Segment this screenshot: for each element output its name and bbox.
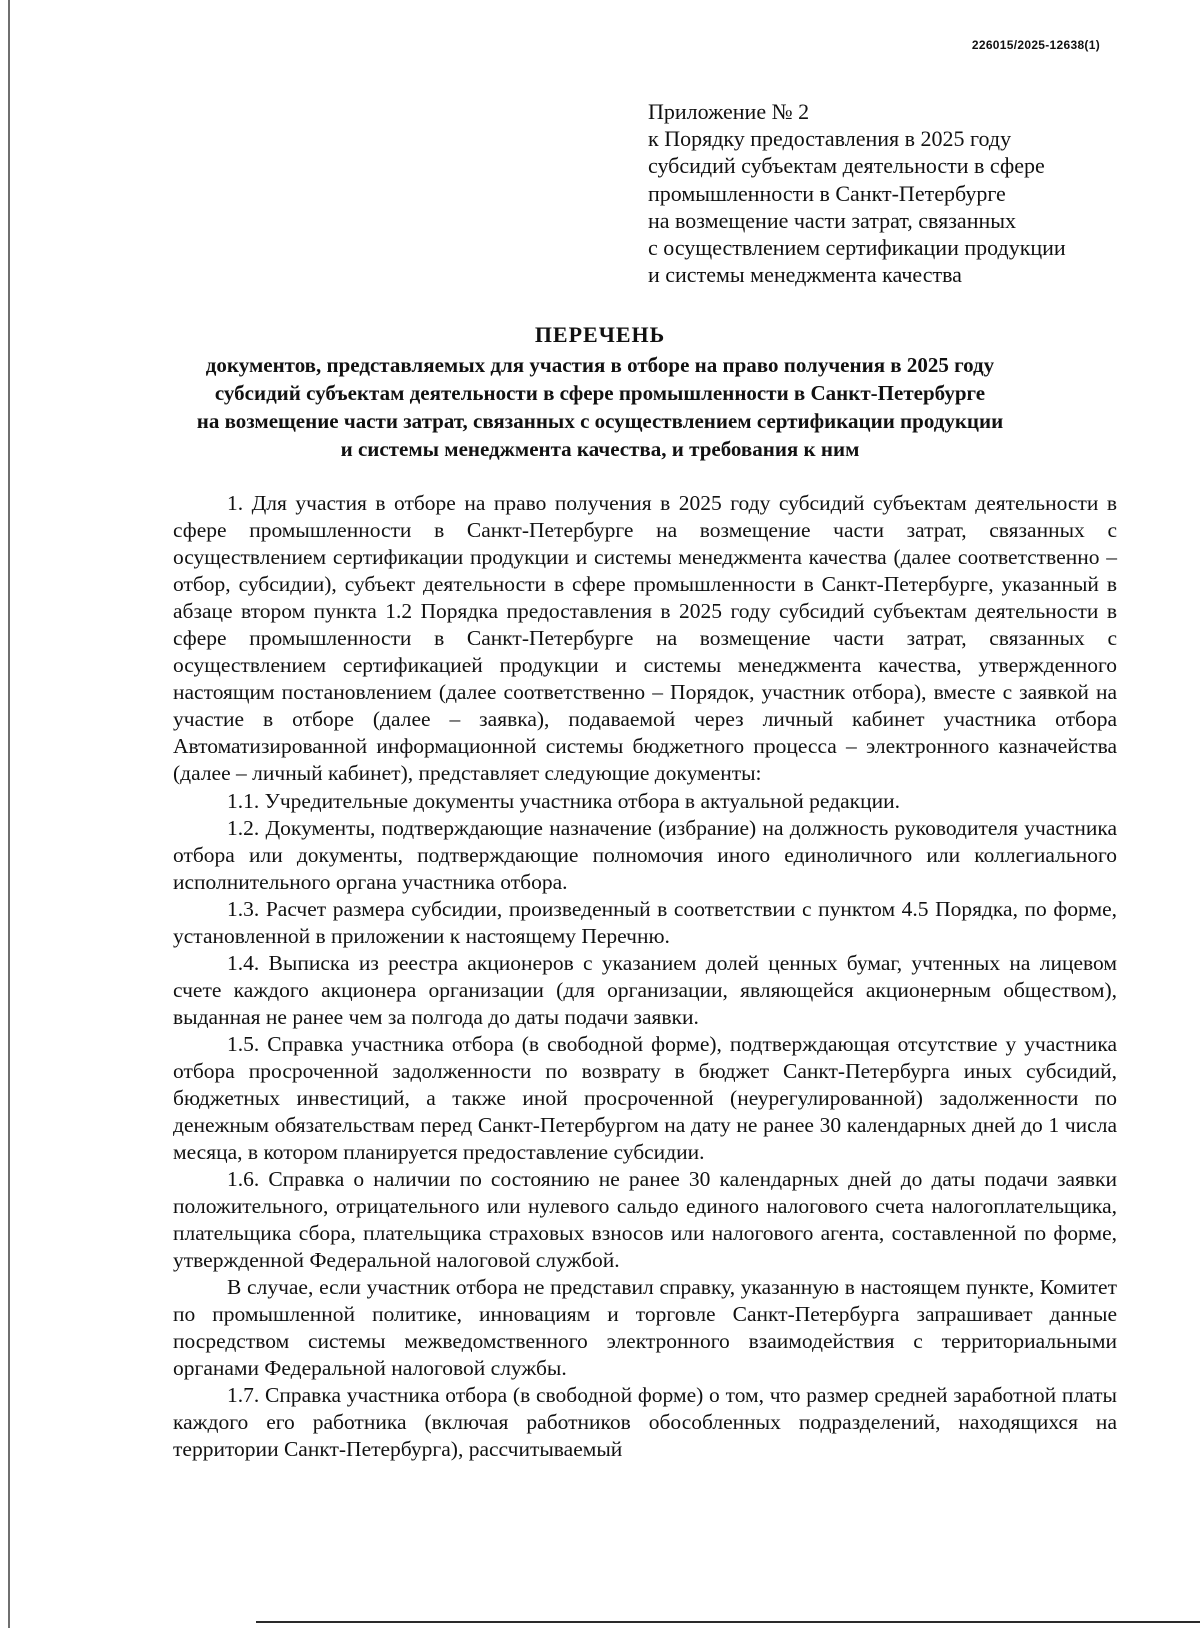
appendix-line: на возмещение части затрат, связанных [648, 207, 1017, 233]
appendix-line: промышленности в Санкт-Петербурге [648, 180, 1006, 206]
title-line: документов, представляемых для участия в отборе на право получения в 2025 году [205, 353, 995, 377]
paragraph-1-7: 1.7. Справка участника отбора (в свободной форме) о том, что размер средней заработной платы каждого его работника (включая работников обособленных подразделений, находящихся на территории Санкт-Петербурга), рассчитываемый [173, 1383, 1117, 1461]
document-title [150, 321, 1050, 463]
appendix-line: и системы менеджмента качества [648, 262, 962, 288]
paragraph-1-6-note: В случае, если участник отбора не представил справку, указанную в настоящем пункте, Комитет по промышленной политике, инновациям и торговле Санкт-Петербурга запрашивает данные посредством системы межведомственного электронного взаимодействия с территориальными органами Федеральной налоговой службы. [173, 1275, 1117, 1380]
scan-bottom-line [256, 1621, 1200, 1623]
title-line: на возмещение части затрат, связанных с осуществлением сертификации продукции [196, 409, 1004, 433]
paragraph-1-1: 1.1. Учредительные документы участника отбора в актуальной редакции. [227, 789, 900, 813]
scan-left-border [8, 0, 10, 1628]
title-heading: ПЕРЕЧЕНЬ [534, 322, 666, 347]
appendix-line: с осуществлением сертификации продукции [648, 235, 1066, 261]
appendix-reference [648, 98, 1148, 288]
paragraph-1-5: 1.5. Справка участника отбора (в свободной форме), подтверждающая отсутствие у участника отбора просроченной задолженности по возврату в бюджет Санкт-Петербурга иных субсидий, бюджетных инвестиций, а также иной просроченной (неурегулированной) задолженности по денежным обязательствам перед Санкт-Петербургом на дату не ранее 30 календарных дней до 1 числа месяца, в котором планируется предоставление субсидии. [173, 1032, 1117, 1164]
appendix-line: Приложение № 2 [648, 99, 810, 124]
title-line: и системы менеджмента качества, и требования к ним [340, 437, 860, 461]
document-body [173, 490, 1117, 1463]
paragraph-1-4: 1.4. Выписка из реестра акционеров с указанием долей ценных бумаг, учтенных на лицевом счете каждого акционера организации (для организации, являющейся акционерным обществом), выданная не ранее чем за полгода до даты подачи заявки. [173, 951, 1117, 1029]
title-line: субсидий субъектам деятельности в сфере промышленности в Санкт-Петербурге [214, 381, 986, 405]
appendix-line: субсидий субъектам деятельности в сфере [648, 153, 1045, 179]
paragraph-1-6: 1.6. Справка о наличии по состоянию не ранее 30 календарных дней до даты подачи заявки положительного, отрицательного или нулевого сальдо единого налогового счета налогоплательщика, плательщика сбора, плательщика страховых взносов или налогового агента, составленной по форме, утвержденной Федеральной налоговой службой. [173, 1167, 1117, 1272]
registration-number: 226015/2025-12638(1) [971, 38, 1100, 52]
paragraph-1: 1. Для участия в отборе на право получения в 2025 году субсидий субъектам деятельности в сфере промышленности в Санкт-Петербурге на возмещение части затрат, связанных с осуществлением сертификации продукции и системы менеджмента качества (далее соответственно – отбор, субсидии), субъект деятельности в сфере промышленности в Санкт-Петербурге, указанный в абзаце втором пункта 1.2 Порядка предоставления в 2025 году субсидий субъектам деятельности в сфере промышленности в Санкт-Петербурге на возмещение части затрат, связанных с осуществлением сертификацией продукции и системы менеджмента качества, утвержденного настоящим постановлением (далее соответственно – Порядок, участник отбора), вместе с заявкой на участие в отборе (далее – заявка), подаваемой через личный кабинет участника отбора Автоматизированной информационной системы бюджетного процесса – электронного казначейства (далее – личный кабинет), представляет следующие документы: [173, 491, 1117, 785]
paragraph-1-2: 1.2. Документы, подтверждающие назначение (избрание) на должность руководителя участника отбора или документы, подтверждающие полномочия иного единоличного или коллегиального исполнительного органа участника отбора. [173, 816, 1117, 894]
paragraph-1-3: 1.3. Расчет размера субсидии, произведенный в соответствии с пунктом 4.5 Порядка, по форме, установленной в приложении к настоящему Перечню. [173, 897, 1117, 948]
title-subheading [150, 351, 1050, 463]
appendix-line: к Порядку предоставления в 2025 году [648, 126, 1012, 152]
